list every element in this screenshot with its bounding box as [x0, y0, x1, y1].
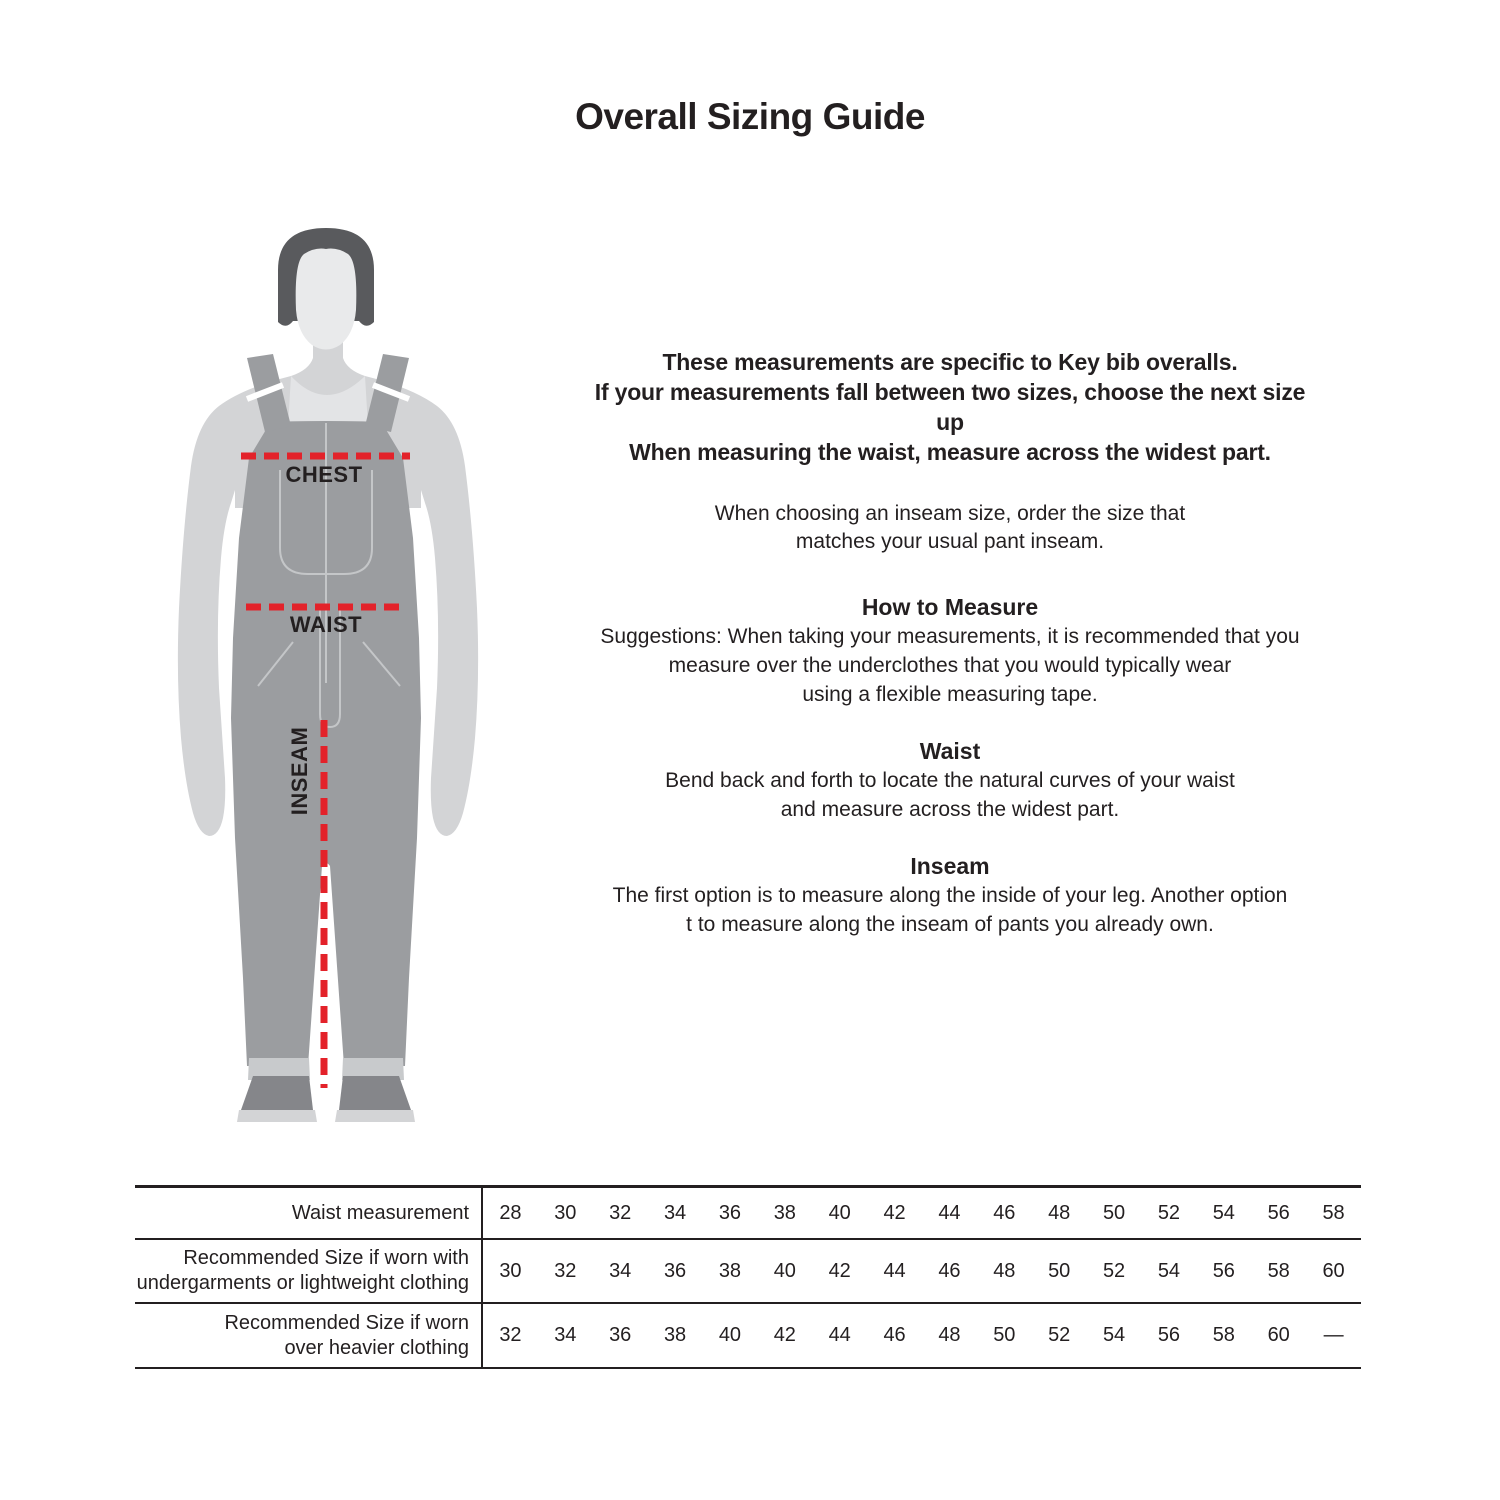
size-cell: 54: [1102, 1324, 1126, 1346]
size-cell: 28: [499, 1201, 522, 1224]
row-label-line: undergarments or lightweight clothing: [136, 1272, 469, 1294]
inseam-note-block: [580, 500, 1320, 556]
waist-label: WAIST: [289, 612, 363, 637]
size-cell: 48: [993, 1259, 1016, 1282]
size-cell: 34: [609, 1259, 632, 1282]
size-cell: 42: [828, 1259, 851, 1282]
size-cell: 52: [1157, 1201, 1181, 1224]
inseam-note-line: matches your usual pant inseam.: [795, 530, 1105, 553]
row-values: [483, 1188, 1361, 1238]
size-cell: 60: [1267, 1324, 1290, 1346]
right-shoe: [339, 1076, 411, 1110]
size-cell: 36: [609, 1324, 632, 1346]
size-cell: 52: [1102, 1259, 1126, 1282]
overalls-figure-svg: [163, 218, 503, 1128]
size-cell: 36: [663, 1259, 687, 1282]
size-cell: 44: [938, 1201, 961, 1224]
section-heading: Waist: [919, 738, 981, 764]
intro-block: [580, 347, 1320, 467]
size-cell: 32: [499, 1324, 522, 1346]
section-line: Bend back and forth to locate the natural curves of your waist: [665, 769, 1235, 792]
table-row: [135, 1302, 1361, 1367]
size-cell: 50: [1048, 1259, 1071, 1282]
intro-line: These measurements are specific to Key bib overalls.: [662, 349, 1238, 375]
size-cell: 58: [1322, 1201, 1345, 1224]
row-label-line: over heavier clothing: [284, 1336, 469, 1359]
row-label: [135, 1240, 483, 1302]
row-label-line: Waist measurement: [291, 1201, 469, 1224]
left-shoe: [241, 1076, 313, 1110]
size-cell: 56: [1157, 1324, 1181, 1346]
size-cell: 38: [718, 1259, 742, 1282]
row-label: [135, 1304, 483, 1367]
inseam-label: INSEAM: [287, 726, 312, 816]
size-cell: 46: [883, 1324, 906, 1346]
overalls-figure: [163, 218, 503, 1128]
size-cell: 36: [718, 1201, 742, 1224]
row-label-line: Recommended Size if worn: [224, 1311, 469, 1334]
size-cell: 60: [1322, 1259, 1345, 1282]
size-cell: 32: [554, 1259, 577, 1282]
size-cell: 48: [1048, 1201, 1071, 1224]
right-sole: [335, 1110, 415, 1122]
size-cell: 30: [554, 1201, 577, 1224]
size-cell: 40: [773, 1259, 796, 1282]
row-values: [483, 1304, 1361, 1367]
section-line: The first option is to measure along the inside of your leg. Another option: [612, 884, 1288, 907]
instruction-section: [580, 736, 1320, 824]
size-cell: 44: [828, 1324, 851, 1346]
instruction-section: [580, 592, 1320, 709]
size-cell: 40: [718, 1324, 742, 1346]
section-line: Suggestions: When taking your measurements, it is recommended that you: [600, 625, 1300, 648]
size-cell: 38: [773, 1201, 796, 1224]
left-sole: [237, 1110, 317, 1122]
inseam-note-line: When choosing an inseam size, order the size that: [714, 502, 1186, 525]
size-cell: 50: [993, 1324, 1016, 1346]
section-line: and measure across the widest part.: [780, 798, 1120, 821]
instruction-sections: [580, 592, 1320, 939]
table-row: [135, 1188, 1361, 1238]
size-cell: 58: [1267, 1259, 1290, 1282]
page-title: Overall Sizing Guide: [575, 96, 925, 137]
size-cell: 54: [1212, 1201, 1235, 1224]
size-cell: 32: [609, 1201, 632, 1224]
section-heading: Inseam: [910, 853, 990, 879]
size-cell: 58: [1212, 1324, 1235, 1346]
intro-line: If your measurements fall between two sizes, choose the next size up: [594, 379, 1306, 435]
chest-label: CHEST: [285, 462, 363, 487]
section-line: measure over the underclothes that you would typically wear: [668, 654, 1232, 677]
instructions-column: [580, 347, 1320, 966]
size-cell: 52: [1048, 1324, 1071, 1346]
table-row: [135, 1238, 1361, 1302]
size-cell: 50: [1102, 1201, 1126, 1224]
intro-line: When measuring the waist, measure across the widest part.: [629, 439, 1271, 465]
size-cell: 56: [1212, 1259, 1235, 1282]
size-cell: 34: [554, 1324, 577, 1346]
size-cell: 48: [938, 1324, 961, 1346]
size-cell: 44: [883, 1259, 906, 1282]
row-label: [135, 1188, 483, 1238]
size-cell: 38: [663, 1324, 687, 1346]
section-heading: How to Measure: [861, 594, 1039, 620]
row-values: [483, 1240, 1361, 1302]
section-line: t to measure along the inseam of pants you already own.: [686, 913, 1214, 936]
section-line: using a flexible measuring tape.: [802, 683, 1098, 706]
size-cell: —: [1323, 1324, 1344, 1346]
size-cell: 54: [1157, 1259, 1181, 1282]
row-label-line: Recommended Size if worn with: [183, 1247, 469, 1269]
size-cell: 30: [499, 1259, 522, 1282]
size-cell: 40: [828, 1201, 851, 1224]
face: [296, 249, 357, 350]
size-cell: 34: [663, 1201, 687, 1224]
size-cell: 46: [938, 1259, 961, 1282]
size-table: [135, 1185, 1361, 1369]
size-cell: 46: [993, 1201, 1016, 1224]
size-cell: 42: [883, 1201, 906, 1224]
instruction-section: [580, 851, 1320, 939]
size-cell: 42: [773, 1324, 796, 1346]
size-cell: 56: [1267, 1201, 1290, 1224]
